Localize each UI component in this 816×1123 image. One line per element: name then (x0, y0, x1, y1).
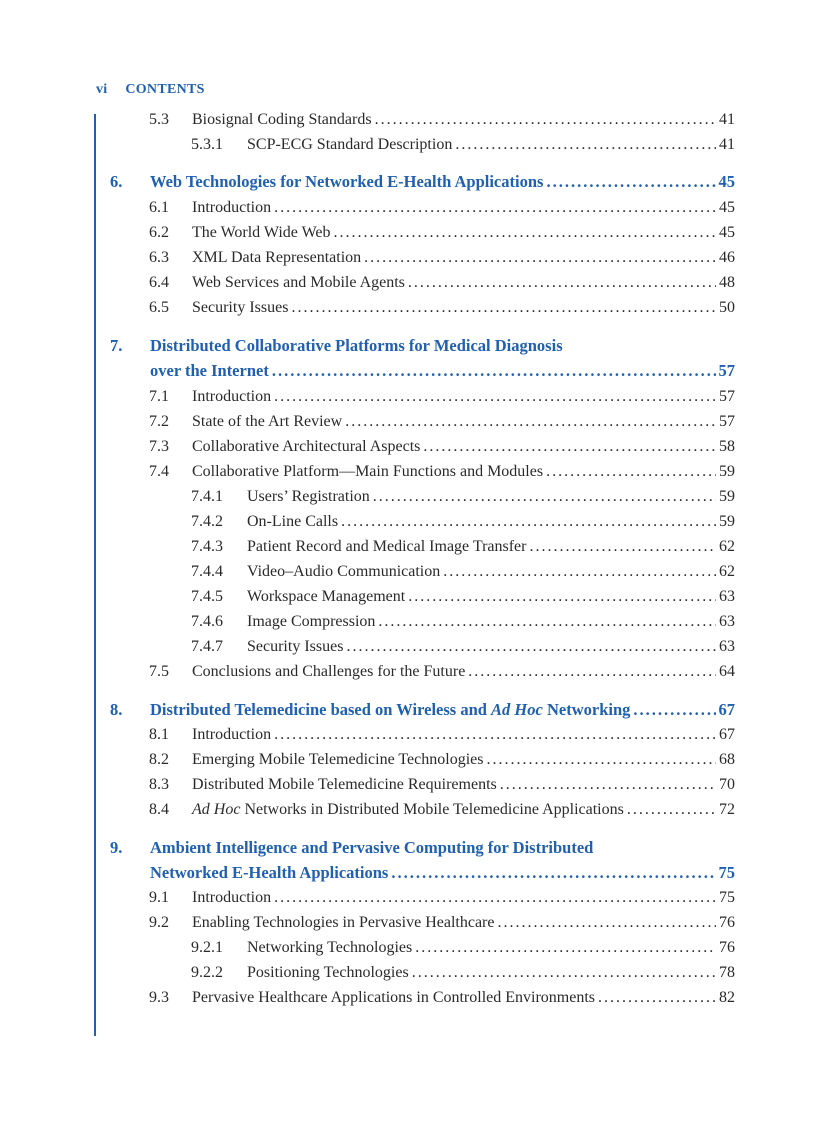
dot-leader (346, 635, 716, 659)
entry-title-part: Networking (542, 700, 631, 719)
toc-section-entry[interactable] (149, 385, 735, 409)
toc-section-entry[interactable] (149, 986, 735, 1010)
toc-section-entry[interactable] (149, 886, 735, 910)
dot-leader (500, 773, 716, 797)
entry-title: Positioning Technologies (247, 964, 409, 981)
entry-title (150, 698, 630, 722)
entry-number: 9. (110, 838, 123, 857)
entry-title: Image Compression (247, 613, 376, 630)
entry-number: 7.5 (149, 663, 169, 680)
running-head-page-number: vi (96, 82, 108, 97)
entry-title: Enabling Technologies in Pervasive Healthcare (192, 914, 495, 931)
entry-number: 7.4.2 (191, 513, 223, 530)
dot-leader (364, 246, 716, 270)
toc-section-entry[interactable] (149, 271, 735, 295)
dot-leader (598, 986, 716, 1010)
entry-title: Biosignal Coding Standards (192, 111, 372, 128)
dot-leader (408, 585, 716, 609)
dot-leader (412, 961, 716, 985)
margin-rule (94, 114, 96, 1036)
entry-title: Patient Record and Medical Image Transfer (247, 538, 527, 555)
toc-chapter-entry[interactable] (110, 836, 735, 860)
entry-number: 6. (110, 172, 123, 191)
entry-number: 7. (110, 336, 123, 355)
entry-title: Collaborative Platform—Main Functions and Modules (192, 463, 544, 480)
entry-number: 7.4.1 (191, 488, 223, 505)
toc-section-entry[interactable] (149, 196, 735, 220)
dot-leader (341, 510, 716, 534)
toc-subsection-entry[interactable] (191, 585, 735, 609)
toc-section-entry[interactable] (149, 108, 735, 132)
entry-title: Introduction (192, 889, 272, 906)
toc-section-entry[interactable] (149, 773, 735, 797)
entry-title: Introduction (192, 388, 272, 405)
entry-title: Networked E-Health Applications (150, 863, 389, 882)
dot-leader (345, 410, 716, 434)
entry-title: Emerging Mobile Telemedicine Technologies (192, 751, 484, 768)
entry-number: 7.4 (149, 463, 169, 480)
entry-number: 9.2 (149, 914, 169, 931)
entry-number: 7.4.4 (191, 563, 223, 580)
entry-number: 7.4.3 (191, 538, 223, 555)
entry-number: 7.4.5 (191, 588, 223, 605)
running-head-label: CONTENTS (125, 82, 205, 97)
entry-title: State of the Art Review (192, 413, 343, 430)
entry-page-number: 62 (719, 538, 735, 555)
entry-page-number: 45 (719, 199, 735, 216)
entry-number: 9.2.2 (191, 964, 223, 981)
dot-leader (274, 723, 716, 747)
entry-title: Video–Audio Communication (247, 563, 441, 580)
entry-page-number: 41 (719, 136, 735, 153)
dot-leader (272, 359, 716, 383)
entry-page-number: 59 (719, 463, 735, 480)
entry-number: 9.1 (149, 889, 169, 906)
entry-page-number: 64 (719, 663, 735, 680)
toc-chapter-entry[interactable] (110, 170, 735, 194)
entry-page-number: 62 (719, 563, 735, 580)
toc-chapter-entry[interactable] (150, 359, 735, 383)
toc-subsection-entry[interactable] (191, 635, 735, 659)
entry-page-number: 76 (719, 914, 735, 931)
entry-page-number: 76 (719, 939, 735, 956)
entry-title: Web Technologies for Networked E-Health Applications (150, 172, 544, 191)
dot-leader (274, 196, 716, 220)
entry-number: 9.2.1 (191, 939, 223, 956)
toc-section-entry[interactable] (149, 911, 735, 935)
entry-page-number: 72 (719, 801, 735, 818)
entry-number: 6.4 (149, 274, 169, 291)
entry-number: 6.1 (149, 199, 169, 216)
dot-leader (378, 610, 716, 634)
dot-leader (291, 296, 716, 320)
toc-subsection-entry[interactable] (191, 485, 735, 509)
entry-number: 7.4.6 (191, 613, 223, 630)
dot-leader (546, 460, 716, 484)
toc-section-entry[interactable] (149, 723, 735, 747)
dot-leader (443, 560, 716, 584)
entry-title: Distributed Collaborative Platforms for Medical Diagnosis (150, 336, 563, 355)
entry-title: over the Internet (150, 361, 269, 380)
entry-number: 8.3 (149, 776, 169, 793)
dot-leader (391, 861, 715, 885)
dot-leader (373, 485, 716, 509)
entry-page-number: 68 (719, 751, 735, 768)
entry-title: Users’ Registration (247, 488, 370, 505)
toc-section-entry[interactable] (149, 246, 735, 270)
entry-page-number: 41 (719, 111, 735, 128)
dot-leader (375, 108, 716, 132)
toc-subsection-entry[interactable] (191, 936, 735, 960)
entry-number: 7.2 (149, 413, 169, 430)
entry-page-number: 46 (719, 249, 735, 266)
toc-subsection-entry[interactable] (191, 535, 735, 559)
entry-page-number: 63 (719, 588, 735, 605)
entry-page-number: 57 (719, 413, 735, 430)
dot-leader (274, 886, 716, 910)
toc-subsection-entry[interactable] (191, 961, 735, 985)
dot-leader (633, 698, 715, 722)
running-head (96, 82, 205, 98)
entry-page-number: 78 (719, 964, 735, 981)
entry-page-number: 75 (719, 889, 735, 906)
entry-page-number: 63 (719, 638, 735, 655)
dot-leader (455, 133, 716, 157)
entry-page-number: 57 (718, 361, 735, 380)
entry-title: Web Services and Mobile Agents (192, 274, 405, 291)
entry-title: Distributed Mobile Telemedicine Requirements (192, 776, 497, 793)
entry-page-number: 58 (719, 438, 735, 455)
dot-leader (486, 748, 716, 772)
dot-leader (627, 798, 716, 822)
entry-number: 6.2 (149, 224, 169, 241)
entry-page-number: 82 (719, 989, 735, 1006)
dot-leader (497, 911, 716, 935)
entry-number: 8.1 (149, 726, 169, 743)
toc-chapter-entry[interactable] (110, 698, 735, 722)
dot-leader (423, 435, 716, 459)
entry-title: Ambient Intelligence and Pervasive Computing for Distributed (150, 838, 594, 857)
toc-subsection-entry[interactable] (191, 610, 735, 634)
entry-page-number: 48 (719, 274, 735, 291)
dot-leader (408, 271, 716, 295)
entry-number: 6.5 (149, 299, 169, 316)
toc-section-entry[interactable] (149, 460, 735, 484)
entry-number: 8.4 (149, 801, 169, 818)
entry-title: Conclusions and Challenges for the Future (192, 663, 466, 680)
entry-title: Workspace Management (247, 588, 406, 605)
toc-chapter-entry[interactable] (150, 861, 735, 885)
entry-number: 5.3 (149, 111, 169, 128)
entry-title: On-Line Calls (247, 513, 339, 530)
entry-title: Security Issues (192, 299, 289, 316)
dot-leader (415, 936, 716, 960)
entry-title: The World Wide Web (192, 224, 331, 241)
entry-number: 8. (110, 700, 123, 719)
entry-page-number: 67 (718, 700, 735, 719)
entry-title: XML Data Representation (192, 249, 362, 266)
entry-title (192, 798, 624, 822)
entry-number: 7.1 (149, 388, 169, 405)
entry-title-part: Networks in Distributed Mobile Telemedicine Applications (240, 801, 624, 818)
entry-title-part: Distributed Telemedicine based on Wireless and (150, 700, 492, 719)
entry-title: Pervasive Healthcare Applications in Controlled Environments (192, 989, 596, 1006)
toc-section-entry[interactable] (149, 748, 735, 772)
toc-section-entry[interactable] (149, 435, 735, 459)
entry-title: Security Issues (247, 638, 344, 655)
entry-page-number: 50 (719, 299, 735, 316)
entry-page-number: 70 (719, 776, 735, 793)
entry-page-number: 63 (719, 613, 735, 630)
dot-leader (274, 385, 716, 409)
dot-leader (529, 535, 716, 559)
toc-section-entry[interactable] (149, 296, 735, 320)
entry-title: Introduction (192, 726, 272, 743)
toc-section-entry[interactable] (149, 660, 735, 684)
toc-subsection-entry[interactable] (191, 560, 735, 584)
toc-section-entry[interactable] (149, 221, 735, 245)
toc-section-entry[interactable] (149, 410, 735, 434)
toc-section-entry[interactable] (149, 798, 735, 822)
entry-page-number: 75 (718, 863, 735, 882)
entry-title-italic: Ad Hoc (192, 801, 241, 818)
entry-page-number: 59 (719, 488, 735, 505)
toc-chapter-entry[interactable] (110, 334, 735, 358)
toc-subsection-entry[interactable] (191, 133, 735, 157)
entry-page-number: 57 (719, 388, 735, 405)
entry-title: Introduction (192, 199, 272, 216)
entry-number: 9.3 (149, 989, 169, 1006)
toc-subsection-entry[interactable] (191, 510, 735, 534)
entry-number: 5.3.1 (191, 136, 223, 153)
entry-page-number: 45 (718, 172, 735, 191)
dot-leader (334, 221, 716, 245)
entry-title: Collaborative Architectural Aspects (192, 438, 421, 455)
entry-title: Networking Technologies (247, 939, 413, 956)
entry-page-number: 59 (719, 513, 735, 530)
dot-leader (546, 170, 715, 194)
entry-page-number: 67 (719, 726, 735, 743)
entry-title: SCP-ECG Standard Description (247, 136, 453, 153)
entry-number: 8.2 (149, 751, 169, 768)
entry-number: 7.3 (149, 438, 169, 455)
entry-page-number: 45 (719, 224, 735, 241)
entry-number: 6.3 (149, 249, 169, 266)
entry-number: 7.4.7 (191, 638, 223, 655)
dot-leader (468, 660, 716, 684)
entry-title-italic: Ad Hoc (491, 700, 543, 719)
